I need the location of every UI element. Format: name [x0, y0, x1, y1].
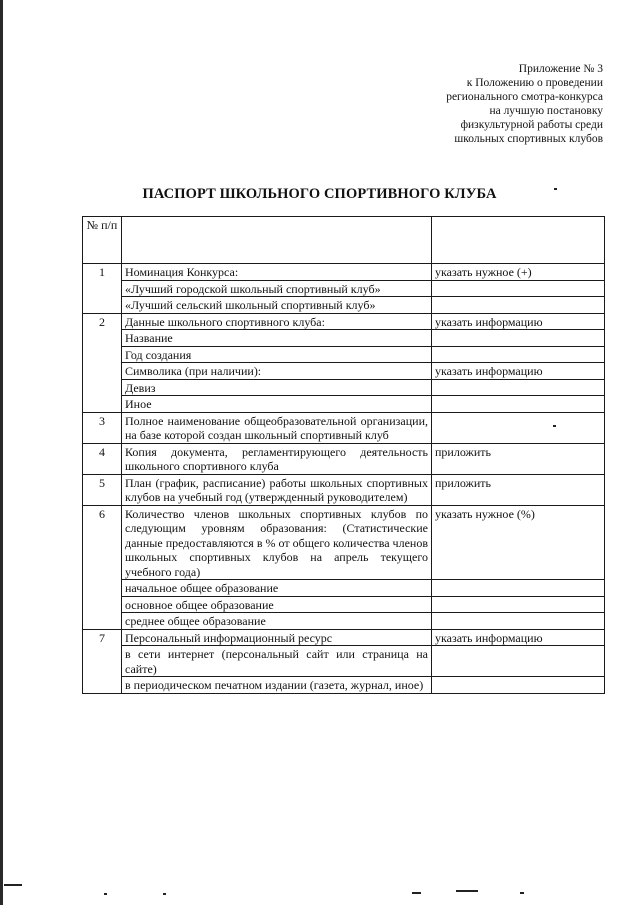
appendix-line: регионального смотра-конкурса [446, 91, 603, 103]
row-note: приложить [432, 443, 605, 474]
row-item: основное общее образование [122, 596, 432, 613]
table-row [83, 379, 605, 396]
row-number: 4 [83, 443, 122, 474]
table-row [83, 443, 605, 474]
row-note [432, 379, 605, 396]
table-row [83, 646, 605, 677]
row-item: Символика (при наличии): [122, 363, 432, 380]
scan-speck [456, 890, 478, 892]
scan-speck [163, 893, 166, 895]
appendix-line: к Положению о проведении [466, 77, 603, 89]
row-item: Копия документа, регламентирующего деятельность школьного спортивного клуба [122, 443, 432, 474]
scan-speck [412, 892, 421, 894]
table-row [83, 474, 605, 505]
row-note [432, 396, 605, 413]
table-row [83, 580, 605, 597]
header-note-cell [432, 217, 605, 264]
row-note [432, 297, 605, 314]
row-note: указать нужное (+) [432, 264, 605, 281]
row-number: 2 [83, 313, 122, 412]
appendix-line: школьных спортивных клубов [454, 133, 603, 145]
row-note [432, 613, 605, 630]
table-row [83, 396, 605, 413]
table-row [83, 346, 605, 363]
row-item: Девиз [122, 379, 432, 396]
row-item: План (график, расписание) работы школьных спортивных клубов на учебный год (утвержденный руководителем) [122, 474, 432, 505]
row-number: 5 [83, 474, 122, 505]
header-num-cell: № п/п [83, 217, 122, 264]
table-row [83, 505, 605, 580]
row-note [432, 677, 605, 694]
table-row [83, 613, 605, 630]
table-row [83, 596, 605, 613]
row-item: в сети интернет (персональный сайт или страница на сайте) [122, 646, 432, 677]
row-item: начальное общее образование [122, 580, 432, 597]
row-note [432, 346, 605, 363]
row-item: в периодическом печатном издании (газета, журнал, иное) [122, 677, 432, 694]
row-note [432, 330, 605, 347]
row-note: указать нужное (%) [432, 505, 605, 580]
passport-table [82, 216, 605, 694]
row-note: указать информацию [432, 629, 605, 646]
table-row [83, 363, 605, 380]
document-title: ПАСПОРТ ШКОЛЬНОГО СПОРТИВНОГО КЛУБА [142, 186, 497, 202]
row-note [432, 596, 605, 613]
table-row [83, 412, 605, 443]
table-row [83, 297, 605, 314]
row-item: «Лучший сельский школьный спортивный клуб» [122, 297, 432, 314]
row-item: Год создания [122, 346, 432, 363]
table-header-row [83, 217, 605, 264]
scan-speck [554, 188, 557, 190]
row-item: Количество членов школьных спортивных клубов по следующим уровням образования: (Статистические данные предоставляются в % от общего количества членов школьных спортивных клубов на апрель текущего учебного года) [122, 505, 432, 580]
table-row [83, 313, 605, 330]
appendix-line: физкультурной работы среди [460, 119, 603, 131]
header-name-cell [122, 217, 432, 264]
row-item: Персональный информационный ресурс [122, 629, 432, 646]
scan-speck [520, 892, 524, 894]
table-row [83, 677, 605, 694]
row-note [432, 580, 605, 597]
scan-speck [553, 425, 556, 427]
row-item: среднее общее образование [122, 613, 432, 630]
row-number: 7 [83, 629, 122, 693]
scan-speck [4, 884, 22, 886]
row-note: указать информацию [432, 363, 605, 380]
table-row [83, 280, 605, 297]
scan-edge [0, 0, 3, 905]
row-number: 1 [83, 264, 122, 314]
row-item: Номинация Конкурса: [122, 264, 432, 281]
row-note: приложить [432, 474, 605, 505]
table-row [83, 629, 605, 646]
row-number: 6 [83, 505, 122, 629]
appendix-header [373, 62, 603, 146]
row-note [432, 412, 605, 443]
table-row [83, 264, 605, 281]
row-note [432, 646, 605, 677]
appendix-line: Приложение № 3 [518, 63, 603, 75]
table-row [83, 330, 605, 347]
row-item: Полное наименование общеобразовательной организации, на базе которой создан школьный спортивный клуб [122, 412, 432, 443]
row-note [432, 280, 605, 297]
appendix-line: на лучшую постановку [489, 105, 603, 117]
row-item: Название [122, 330, 432, 347]
scan-speck [104, 893, 107, 895]
row-note: указать информацию [432, 313, 605, 330]
row-item: Иное [122, 396, 432, 413]
row-number: 3 [83, 412, 122, 443]
row-item: «Лучший городской школьный спортивный клуб» [122, 280, 432, 297]
row-item: Данные школьного спортивного клуба: [122, 313, 432, 330]
